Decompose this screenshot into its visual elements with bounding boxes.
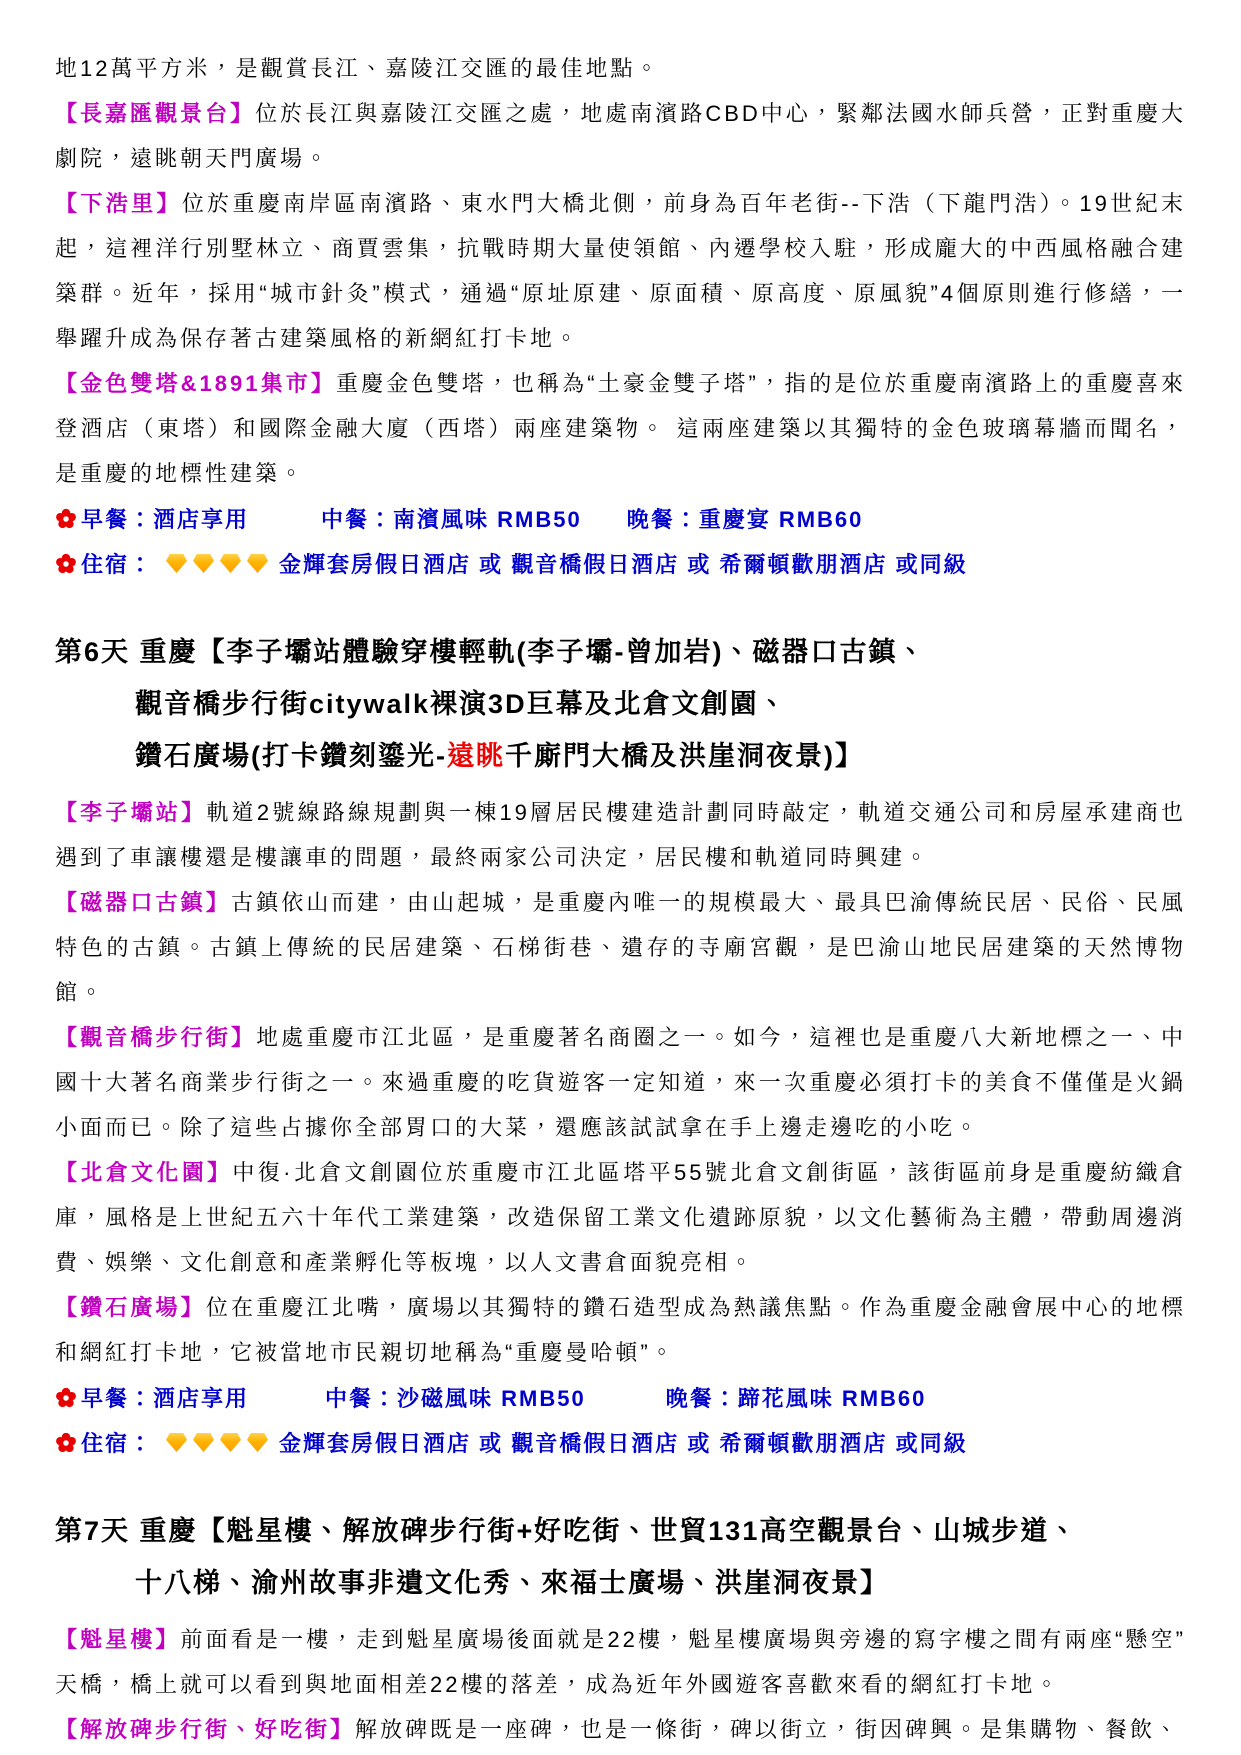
paragraph bbox=[55, 1285, 1186, 1375]
attraction-label: 【北倉文化園】 bbox=[55, 1160, 233, 1185]
paragraph-text: 解放碑既是一座碑，也是一條街，碑以街立，街因碑興。是集購物、餐飲、 bbox=[355, 1717, 1181, 1742]
day7-heading-line2: 十八梯、渝州故事非遺文化秀、來福士廣場、洪崖洞夜景】 bbox=[135, 1568, 889, 1598]
paragraph-text: 中復·北倉文創園位於重慶市江北區塔平55號北倉文創街區，該街區前身是重慶紡織倉庫，風格是上世紀五六十年代工業建築，改造保留工業文化遺跡原貌，以文化藝術為主體，帶動周邊消費、娛樂、文化創意和產業孵化等板塊，以人文書倉面貌亮相。 bbox=[55, 1160, 1186, 1275]
attraction-label: 【李子壩站】 bbox=[55, 800, 207, 825]
paragraph bbox=[55, 1015, 1186, 1150]
hotel-rating bbox=[163, 554, 271, 573]
paragraph-text: 地12萬平方米，是觀賞長江、嘉陵江交匯的最佳地點。 bbox=[55, 56, 661, 81]
day7-heading-line1: 第7天 重慶【魁星樓、解放碑步行街+好吃街、世貿131高空觀景台、山城步道、 bbox=[55, 1516, 1079, 1546]
diamond-icon bbox=[166, 554, 187, 573]
attraction-label: 【解放碑步行街、好吃街】 bbox=[55, 1717, 356, 1742]
diamond-icon bbox=[193, 1433, 214, 1452]
attraction-label: 【下浩里】 bbox=[55, 191, 182, 216]
diamond-icon bbox=[247, 554, 268, 573]
hotel-line-day6 bbox=[55, 1420, 1186, 1465]
day6-heading-line1: 第6天 重慶【李子壩站體驗穿樓輕軌(李子壩-曾加岩)、磁器口古鎮、 bbox=[55, 637, 927, 667]
hotel-label: 住宿： bbox=[81, 552, 154, 577]
hotel-names: 金輝套房假日酒店 或 觀音橋假日酒店 或 希爾頓歡朋酒店 或同級 bbox=[279, 552, 968, 577]
hotel-line-day5 bbox=[55, 541, 1186, 586]
dinner-info: 晚餐：重慶宴 RMB60 bbox=[626, 507, 864, 532]
hotel-names: 金輝套房假日酒店 或 觀音橋假日酒店 或 希爾頓歡朋酒店 或同級 bbox=[279, 1431, 968, 1456]
day6-heading-line3-pre: 鑽石廣場(打卡鑽刻鎏光- bbox=[135, 741, 447, 771]
day6-heading-line3 bbox=[55, 730, 1186, 782]
paragraph bbox=[55, 790, 1186, 880]
day6-heading-highlight: 遠眺 bbox=[446, 741, 505, 771]
flower-icon bbox=[55, 553, 77, 575]
attraction-label: 【金色雙塔&1891集市】 bbox=[55, 371, 336, 396]
flower-icon bbox=[55, 508, 77, 530]
paragraph bbox=[55, 91, 1186, 181]
flower-icon bbox=[55, 1432, 77, 1454]
hotel-rating bbox=[163, 1433, 271, 1452]
attraction-label: 【觀音橋步行街】 bbox=[55, 1025, 257, 1050]
lunch-info: 中餐：南濱風味 RMB50 bbox=[321, 507, 582, 532]
paragraph bbox=[55, 1617, 1186, 1707]
paragraph-text: 軌道2號線路線規劃與一棟19層居民樓建造計劃同時敲定，軌道交通公司和房屋承建商也遇到了車讓樓還是樓讓車的問題，最終兩家公司決定，居民樓和軌道同時興建。 bbox=[55, 800, 1186, 870]
hotel-label: 住宿： bbox=[81, 1431, 154, 1456]
attraction-label: 【長嘉匯觀景台】 bbox=[55, 101, 256, 126]
paragraph bbox=[55, 1150, 1186, 1285]
breakfast-info: 早餐：酒店享用 bbox=[81, 1386, 250, 1411]
diamond-icon bbox=[193, 554, 214, 573]
diamond-icon bbox=[220, 1433, 241, 1452]
attraction-label: 【磁器口古鎮】 bbox=[55, 890, 231, 915]
paragraph-text: 重慶金色雙塔，也稱為“土豪金雙子塔”，指的是位於重慶南濱路上的重慶喜來登酒店（東塔）和國際金融大廈（西塔）兩座建築物。 這兩座建築以其獨特的金色玻璃幕牆而聞名，是重慶的地標性建築。 bbox=[55, 371, 1186, 486]
diamond-icon bbox=[166, 1433, 187, 1452]
paragraph-text: 位於長江與嘉陵江交匯之處，地處南濱路CBD中心，緊鄰法國水師兵營，正對重慶大劇院，遠眺朝天門廣場。 bbox=[55, 101, 1186, 171]
flower-icon bbox=[55, 1387, 77, 1409]
paragraph bbox=[55, 880, 1186, 1015]
day6-heading-line3-post: 千廝門大橋及洪崖洞夜景)】 bbox=[504, 741, 864, 771]
attraction-label: 【魁星樓】 bbox=[55, 1627, 181, 1652]
paragraph-text: 位於重慶南岸區南濱路、東水門大橋北側，前身為百年老街--下浩（下龍門浩）。19世紀末起，這裡洋行別墅林立、商賈雲集，抗戰時期大量使領館、內遷學校入駐，形成龐大的中西風格融合建築群。近年，採用“城市針灸”模式，通過“原址原建、原面積、原高度、原風貌”4個原則進行修繕，一舉躍升成為保存著古建築風格的新網紅打卡地。 bbox=[55, 191, 1186, 351]
day7-heading bbox=[55, 1505, 1186, 1609]
paragraph-text: 前面看是一樓，走到魁星廣場後面就是22樓，魁星樓廣場與旁邊的寫字樓之間有兩座“懸空”天橋，橋上就可以看到與地面相差22樓的落差，成為近年外國遊客喜歡來看的網紅打卡地。 bbox=[55, 1627, 1186, 1697]
day6-heading-line2: 觀音橋步行街citywalk裸演3D巨幕及北倉文創園、 bbox=[135, 689, 788, 719]
paragraph bbox=[55, 46, 1186, 91]
meals-line-day5 bbox=[55, 496, 1186, 541]
paragraph bbox=[55, 361, 1186, 496]
lunch-info: 中餐：沙磁風味 RMB50 bbox=[325, 1386, 586, 1411]
paragraph bbox=[55, 1707, 1186, 1752]
paragraph-text: 古鎮依山而建，由山起城，是重慶內唯一的規模最大、最具巴渝傳統民居、民俗、民風特色的古鎮。古鎮上傳統的民居建築、石梯街巷、遺存的寺廟宮觀，是巴渝山地民居建築的天然博物館。 bbox=[55, 890, 1186, 1005]
attraction-label: 【鑽石廣場】 bbox=[55, 1295, 206, 1320]
breakfast-info: 早餐：酒店享用 bbox=[81, 507, 250, 532]
paragraph bbox=[55, 181, 1186, 361]
diamond-icon bbox=[220, 554, 241, 573]
diamond-icon bbox=[247, 1433, 268, 1452]
dinner-info: 晚餐：蹄花風味 RMB60 bbox=[665, 1386, 927, 1411]
paragraph-text: 位在重慶江北嘴，廣場以其獨特的鑽石造型成為熱議焦點。作為重慶金融會展中心的地標和網紅打卡地，它被當地市民親切地稱為“重慶曼哈頓”。 bbox=[55, 1295, 1186, 1365]
meals-line-day6 bbox=[55, 1375, 1186, 1420]
day6-heading bbox=[55, 626, 1186, 782]
paragraph-text: 地處重慶市江北區，是重慶著名商圈之一。如今，這裡也是重慶八大新地標之一、中國十大著名商業步行街之一。來過重慶的吃貨遊客一定知道，來一次重慶必須打卡的美食不僅僅是火鍋小面而已。除了這些占據你全部胃口的大菜，還應該試試拿在手上邊走邊吃的小吃。 bbox=[55, 1025, 1186, 1140]
